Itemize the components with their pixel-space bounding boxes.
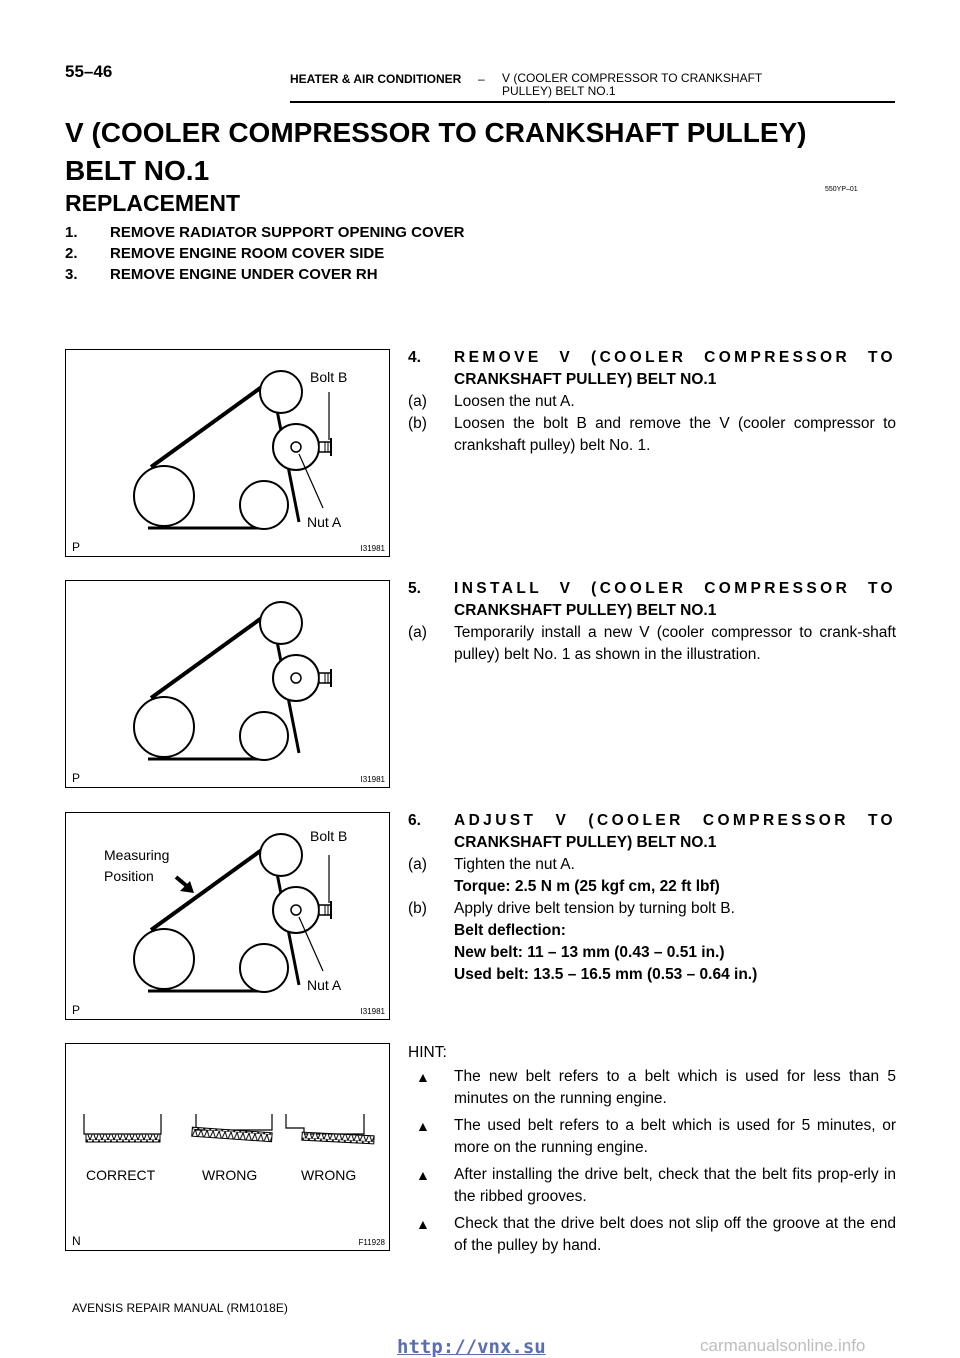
figure-tag: N (72, 1234, 81, 1248)
item-text: Temporarily install a new V (cooler compressor to crank-shaft pulley) belt No. 1 as shown in the illustration. (454, 624, 896, 663)
hint-text: The used belt refers to a belt which is used for 5 minutes, or more on the running engine. (454, 1117, 896, 1156)
step-2 (65, 243, 465, 264)
heading-line2: CRANKSHAFT PULLEY) BELT NO.1 (454, 602, 717, 619)
figure-tag: P (72, 1003, 81, 1017)
step-text: REMOVE ENGINE UNDER COVER RH (110, 266, 378, 283)
section-number: 4. (408, 349, 421, 366)
document-id: 550YP–01 (825, 186, 858, 193)
heading-line2: CRANKSHAFT PULLEY) BELT NO.1 (454, 834, 717, 851)
section-6-heading (408, 810, 896, 832)
figure-id: I31981 (360, 1007, 385, 1016)
item-a (408, 391, 896, 413)
triangle-icon: ▲ (416, 1167, 430, 1183)
label-bolt-b: Bolt B (310, 369, 348, 385)
label-measuring (104, 845, 169, 887)
triangle-icon: ▲ (416, 1216, 430, 1232)
hint-block (408, 1042, 896, 1257)
label-bolt-b: Bolt B (310, 828, 348, 844)
header-title-line2: PULLEY) BELT NO.1 (502, 84, 616, 98)
figure-belt-fit (65, 1043, 390, 1251)
header-rule (290, 101, 895, 103)
label-measuring-line2: Position (104, 868, 154, 884)
figure-belt-install (65, 580, 390, 788)
footer-manual-id: AVENSIS REPAIR MANUAL (RM1018E) (72, 1301, 288, 1315)
used-belt-spec: Used belt: 13.5 – 16.5 mm (0.53 – 0.64 in.) (454, 966, 758, 983)
triangle-icon: ▲ (416, 1118, 430, 1134)
section-5 (408, 578, 896, 666)
section-number: 6. (408, 812, 421, 829)
hint-label: HINT: (408, 1044, 447, 1061)
step-text: REMOVE ENGINE ROOM COVER SIDE (110, 245, 385, 262)
belt-groove-diagram (66, 1044, 389, 1250)
figure-id: F11928 (358, 1238, 385, 1247)
label-correct: CORRECT (86, 1167, 156, 1183)
section-subtitle: REPLACEMENT (65, 190, 241, 216)
torque-spec: Torque: 2.5 N m (25 kgf cm, 22 ft lbf) (454, 878, 720, 895)
site-watermark: carmanualsonline.info (700, 1336, 866, 1355)
section-4-heading (408, 347, 896, 369)
step-number: 2. (65, 245, 78, 262)
item-label: (a) (408, 856, 427, 873)
step-list (65, 222, 465, 285)
belt-diagram (66, 581, 389, 787)
step-number: 1. (65, 224, 78, 241)
label-wrong-1: WRONG (202, 1167, 258, 1183)
step-1 (65, 222, 465, 243)
label-nut-a: Nut A (307, 977, 342, 993)
header-title (502, 72, 802, 98)
item-label: (a) (408, 393, 427, 410)
section-5-heading (408, 578, 896, 600)
item-text: Loosen the nut A. (454, 393, 575, 410)
hint-item (408, 1115, 896, 1159)
arrow-icon (176, 877, 194, 893)
step-text: REMOVE RADIATOR SUPPORT OPENING COVER (110, 224, 465, 241)
label-measuring-line1: Measuring (104, 847, 170, 863)
page-title-line2: BELT NO.1 (65, 155, 210, 186)
label-wrong-2: WRONG (301, 1167, 357, 1183)
page-title (65, 114, 885, 190)
hint-item (408, 1213, 896, 1257)
new-belt-spec: New belt: 11 – 13 mm (0.43 – 0.51 in.) (454, 944, 725, 961)
figure-tag: P (72, 771, 81, 785)
label-nut-a: Nut A (307, 514, 342, 530)
figure-belt-adjust (65, 812, 390, 1020)
item-label: (b) (408, 415, 427, 432)
item-label: (a) (408, 624, 427, 641)
figure-tag: P (72, 540, 81, 554)
item-b (408, 413, 896, 457)
item-b (408, 898, 896, 920)
page-title-line1: V (COOLER COMPRESSOR TO CRANKSHAFT PULLEY) (65, 117, 807, 148)
hint-text: The new belt refers to a belt which is used for less than 5 minutes on the running engine. (454, 1068, 896, 1107)
section-number: 5. (408, 580, 421, 597)
item-text: Tighten the nut A. (454, 856, 575, 873)
figure-id: I31981 (360, 775, 385, 784)
header-title-line1: V (COOLER COMPRESSOR TO CRANKSHAFT (502, 71, 763, 85)
header-section: HEATER & AIR CONDITIONER (290, 72, 462, 86)
item-text: Apply drive belt tension by turning bolt B. (454, 900, 735, 917)
heading-line1: ADJUST V (COOLER COMPRESSOR TO (454, 812, 896, 829)
hint-item (408, 1066, 896, 1110)
hint-text: After installing the drive belt, check that the belt fits prop-erly in the ribbed grooves. (454, 1166, 896, 1205)
triangle-icon: ▲ (416, 1069, 430, 1085)
heading-line2: CRANKSHAFT PULLEY) BELT NO.1 (454, 371, 717, 388)
item-a (408, 622, 896, 666)
section-4 (408, 347, 896, 457)
heading-line1: REMOVE V (COOLER COMPRESSOR TO (454, 349, 896, 366)
item-label: (b) (408, 900, 427, 917)
section-6 (408, 810, 896, 986)
hint-text: Check that the drive belt does not slip off the groove at the end of the pulley by hand. (454, 1215, 896, 1254)
page-number: 55–46 (65, 62, 113, 81)
header-dash: – (478, 72, 485, 86)
figure-id: I31981 (360, 544, 385, 553)
watermark-link[interactable]: http://vnx.su (397, 1336, 546, 1358)
item-text: Loosen the bolt B and remove the V (cooler compressor to crankshaft pulley) belt No. 1. (454, 415, 896, 454)
step-number: 3. (65, 266, 78, 283)
deflection-heading: Belt deflection: (454, 922, 566, 939)
heading-line1: INSTALL V (COOLER COMPRESSOR TO (454, 580, 896, 597)
item-a (408, 854, 896, 876)
figure-belt-removal (65, 349, 390, 557)
step-3 (65, 264, 465, 285)
hint-item (408, 1164, 896, 1208)
